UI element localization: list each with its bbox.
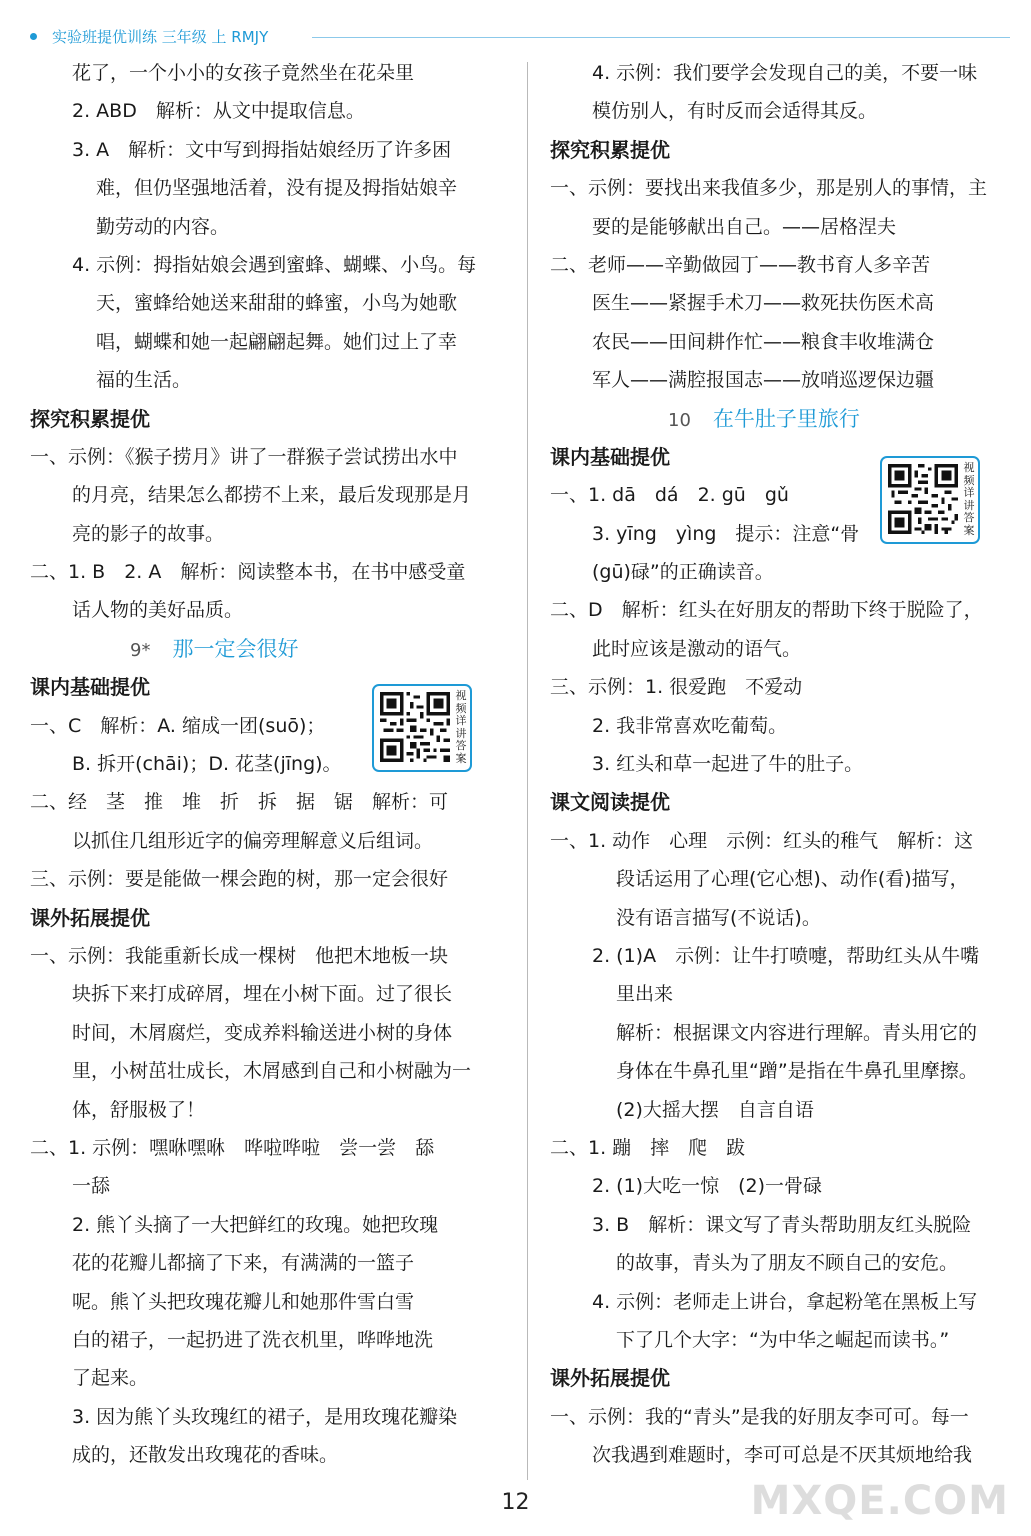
text-line: 身体在牛鼻孔里“蹭”是指在牛鼻孔里摩擦。 xyxy=(616,1060,978,1083)
section-heading: 课内基础提优 xyxy=(550,444,670,469)
lesson-name: 那一定会很好 xyxy=(172,636,299,661)
text-line: 一、示例：我的“青头”是我的好朋友李可可。每一 xyxy=(550,1405,969,1428)
text-line: 亮的影子的故事。 xyxy=(72,522,225,545)
text-line: 唱，蝴蝶和她一起翩翩起舞。她们过上了幸 xyxy=(96,330,458,353)
text-line: 一、C 解析：A. 缩成一团(suō)； xyxy=(30,714,326,737)
text-line: 一、示例：要找出来我值多少，那是别人的事情，主 xyxy=(550,177,988,200)
text-line: 一舔 xyxy=(72,1175,111,1198)
text-line: 二、1. B 2. A 解析：阅读整本书，在书中感受童 xyxy=(30,561,466,584)
section-heading: 课文阅读提优 xyxy=(550,790,670,815)
text-line: 农民——田间耕作忙——粮食丰收堆满仓 xyxy=(592,330,935,353)
text-line: 二、经 茎 推 堆 折 拆 据 锯 解析：可 xyxy=(30,791,449,814)
text-line: 的故事，青头为了朋友不顾自己的安危。 xyxy=(616,1252,959,1275)
page-number: 12 xyxy=(501,1490,530,1515)
text-line: 段话运用了心理(它心想)、动作(看)描写， xyxy=(616,868,969,891)
text-line: 此时应该是激动的语气。 xyxy=(592,637,802,660)
section-heading: 探究积累提优 xyxy=(30,406,150,431)
text-line: 3. B 解析：课文写了青头帮助朋友红头脱险 xyxy=(592,1213,972,1236)
text-line: 块拆下来打成碎屑，埋在小树下面。过了很长 xyxy=(72,983,453,1006)
text-line: 话人物的美好品质。 xyxy=(72,599,244,622)
section-heading: 课外拓展提优 xyxy=(30,905,150,930)
text-line: 难，但仍坚强地活着，没有提及拇指姑娘辛 xyxy=(96,177,458,200)
text-line: 体，舒服极了！ xyxy=(72,1098,206,1121)
qr-code-icon xyxy=(380,692,450,762)
text-line: 下了几个大字：“为中华之崛起而读书。” xyxy=(616,1328,950,1351)
section-heading: 课外拓展提优 xyxy=(550,1366,670,1391)
text-line: 要的是能够献出自己。——居格涅夫 xyxy=(592,215,897,238)
text-line: 福的生活。 xyxy=(96,369,192,392)
text-line: 军人——满腔报国志——放哨巡逻保边疆 xyxy=(592,369,935,392)
text-line: 没有语言描写(不说话)。 xyxy=(616,906,821,929)
text-line: 4. 示例：拇指姑娘会遇到蜜蜂、蝴蝶、小鸟。每 xyxy=(72,253,477,276)
text-line: 二、1. 蹦 摔 爬 跋 xyxy=(550,1136,746,1159)
text-line: 花的花瓣儿都摘了下来，有满满的一篮子 xyxy=(72,1252,415,1275)
text-line: 呢。熊丫头把玫瑰花瓣儿和她那件雪白雪 xyxy=(72,1290,415,1313)
column-divider xyxy=(527,62,528,1480)
text-line: 2. ABD 解析：从文中提取信息。 xyxy=(72,100,365,123)
text-line: 成的，还散发出玫瑰花的香味。 xyxy=(72,1444,339,1467)
text-line: (gū)碌”的正确读音。 xyxy=(592,561,774,584)
text-line: 3. A 解析：文中写到拇指姑娘经历了许多困 xyxy=(72,138,452,161)
lesson-number: 10 xyxy=(668,409,691,431)
lesson-title xyxy=(550,400,1005,438)
text-line: 二、D 解析：红头在好朋友的帮助下终于脱险了， xyxy=(550,599,983,622)
text-line: 一、1. dā dá 2. gū gǔ xyxy=(550,484,789,507)
text-line: 时间，木屑腐烂，变成养料输送进小树的身体 xyxy=(72,1021,453,1044)
text-line: 一、示例：《猴子捞月》讲了一群猴子尝试捞出水中 xyxy=(30,445,458,468)
text-line: 三、示例：要是能做一棵会跑的树，那一定会很好 xyxy=(30,868,449,891)
text-line: 花了，一个小小的女孩子竟然坐在花朵里 xyxy=(72,62,415,84)
text-line: 二、1. 示例：嘿咻嘿咻 哗啦哗啦 尝一尝 舔 xyxy=(30,1136,435,1159)
text-line: 模仿别人，有时反而会适得其反。 xyxy=(592,100,878,123)
qr-code-icon xyxy=(888,464,958,534)
section-heading: 探究积累提优 xyxy=(550,137,670,162)
page-header xyxy=(30,26,1010,46)
text-line: 3. 红头和草一起进了牛的肚子。 xyxy=(592,753,864,776)
text-line: 2. 我非常喜欢吃葡萄。 xyxy=(592,714,788,737)
text-line: 勤劳动的内容。 xyxy=(96,215,230,238)
watermark: MXQE.COM xyxy=(750,1478,1009,1524)
text-line: 2. (1)A 示例：让牛打喷嚏，帮助红头从牛嘴 xyxy=(592,944,980,967)
header-dot-icon xyxy=(30,33,37,40)
text-line: 解析：根据课文内容进行理解。青头用它的 xyxy=(616,1021,978,1044)
text-line: 一、1. 动作 心理 示例：红头的稚气 解析：这 xyxy=(550,829,974,852)
qr-label: 视频详讲答案 xyxy=(455,689,467,765)
header-title: 实验班提优训练 三年级 上 RMJY xyxy=(52,28,269,46)
text-line: 里出来 xyxy=(616,983,674,1006)
text-line: 了起来。 xyxy=(72,1367,149,1390)
text-line: B. 拆开(chāi)；D. 花茎(jīng)。 xyxy=(72,753,342,776)
lesson-name: 在牛肚子里旅行 xyxy=(712,406,860,431)
text-line: 里，小树茁壮成长，木屑感到自己和小树融为一 xyxy=(72,1060,472,1083)
text-line: 4. 示例：老师走上讲台，拿起粉笔在黑板上写 xyxy=(592,1290,978,1313)
text-line: 的月亮，结果怎么都捞不上来，最后发现那是月 xyxy=(72,484,472,507)
lesson-title xyxy=(30,630,500,668)
text-line: 以抓住几组形近字的偏旁理解意义后组词。 xyxy=(72,829,434,852)
text-line: 三、示例：1. 很爱跑 不爱动 xyxy=(550,676,803,699)
text-line: 医生——紧握手术刀——救死扶伤医术高 xyxy=(592,292,935,315)
text-line: 次我遇到难题时，李可可总是不厌其烦地给我 xyxy=(592,1444,973,1467)
text-line: 3. 因为熊丫头玫瑰红的裙子，是用玫瑰花瓣染 xyxy=(72,1405,458,1428)
text-line: 二、老师——辛勤做园丁——教书育人多辛苦 xyxy=(550,253,931,276)
header-rule xyxy=(312,37,1010,38)
qr-code-lesson-10[interactable] xyxy=(880,456,980,544)
qr-label: 视频详讲答案 xyxy=(963,461,975,537)
text-line: 2. 熊丫头摘了一大把鲜红的玫瑰。她把玫瑰 xyxy=(72,1213,439,1236)
text-line: 2. (1)大吃一惊 (2)一骨碌 xyxy=(592,1175,822,1198)
text-line: 天，蜜蜂给她送来甜甜的蜂蜜，小鸟为她歌 xyxy=(96,292,458,315)
text-line: 4. 示例：我们要学会发现自己的美，不要一味 xyxy=(592,62,978,84)
text-line: (2)大摇大摆 自言自语 xyxy=(616,1098,814,1121)
text-line: 一、示例：我能重新长成一棵树 他把木地板一块 xyxy=(30,944,449,967)
text-line: 3. yīng yìng 提示：注意“骨 xyxy=(592,522,860,545)
lesson-number: 9* xyxy=(130,639,151,661)
text-line: 白的裙子，一起扔进了洗衣机里，哗哗地洗 xyxy=(72,1328,434,1351)
right-column xyxy=(550,54,1005,1474)
qr-code-lesson-9[interactable] xyxy=(372,684,472,772)
section-heading: 课内基础提优 xyxy=(30,675,150,700)
